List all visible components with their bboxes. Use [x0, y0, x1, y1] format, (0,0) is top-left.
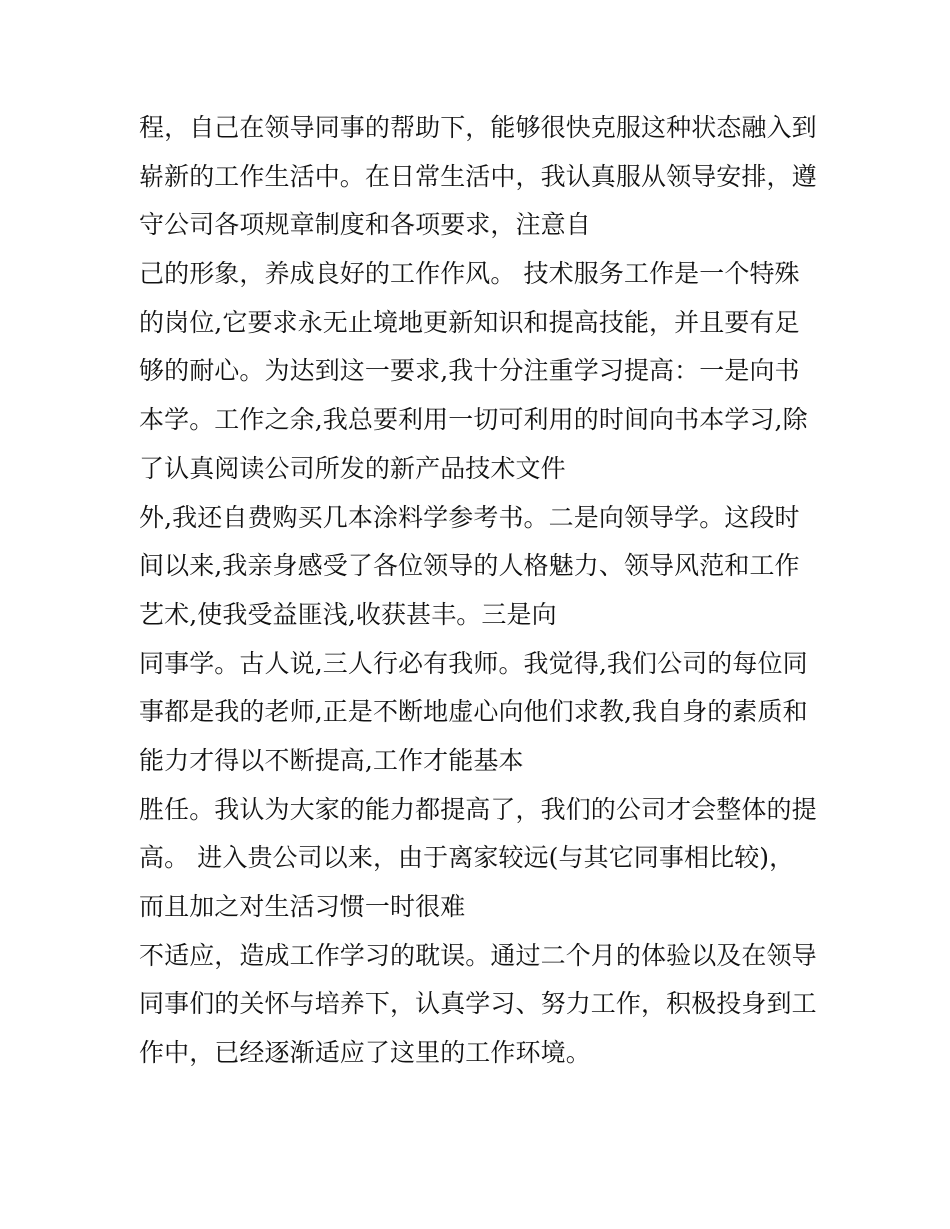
text-line: 崭新的工作生活中。在日常生活中，我认真服从领导安排，遵 — [139, 161, 817, 191]
text-line: 不适应，造成工作学习的耽误。通过二个月的体验以及在领导 — [139, 940, 817, 970]
document-body — [139, 104, 829, 1078]
text-line: 作中，已经逐渐适应了这里的工作环境。 — [139, 1038, 591, 1068]
text-line: 程，自己在领导同事的帮助下，能够很快克服这种状态融入到 — [139, 113, 817, 142]
text-line: 了认真阅读公司所发的新产品技术文件 — [139, 453, 566, 483]
text-line: 本学。工作之余,我总要利用一切可利用的时间向书本学习,除 — [139, 405, 808, 435]
text-line: 守公司各项规章制度和各项要求，注意自 — [139, 210, 591, 240]
text-line: 能力才得以不断提高,工作才能基本 — [139, 745, 524, 775]
text-line: 间以来,我亲身感受了各位领导的人格魅力、领导风范和工作 — [139, 551, 800, 581]
text-line: 而且加之对生活习惯一时很难 — [139, 892, 466, 921]
text-line: 同事们的关怀与培养下，认真学习、努力工作，积极投身到工 — [139, 989, 817, 1019]
text-line: 艺术,使我受益匪浅,收获甚丰。三是向 — [139, 599, 557, 629]
text-line: 高。 进入贵公司以来，由于离家较远(与其它同事相比较)， — [139, 843, 795, 873]
text-line: 事都是我的老师,正是不断地虚心向他们求教,我自身的素质和 — [139, 697, 808, 727]
text-line: 己的形象，养成良好的工作作风。 技术服务工作是一个特殊 — [139, 259, 800, 289]
text-line: 的岗位,它要求永无止境地更新知识和提高技能，并且要有足 — [139, 307, 800, 337]
text-line: 同事学。古人说,三人行必有我师。我觉得,我们公司的每位同 — [139, 648, 808, 678]
text-line: 胜任。我认为大家的能力都提高了，我们的公司才会整体的提 — [139, 794, 817, 824]
text-line: 够的耐心。为达到这一要求,我十分注重学习提高：一是向书 — [139, 356, 800, 386]
text-line: 外,我还自费购买几本涂料学参考书。二是向领导学。这段时 — [139, 502, 800, 532]
